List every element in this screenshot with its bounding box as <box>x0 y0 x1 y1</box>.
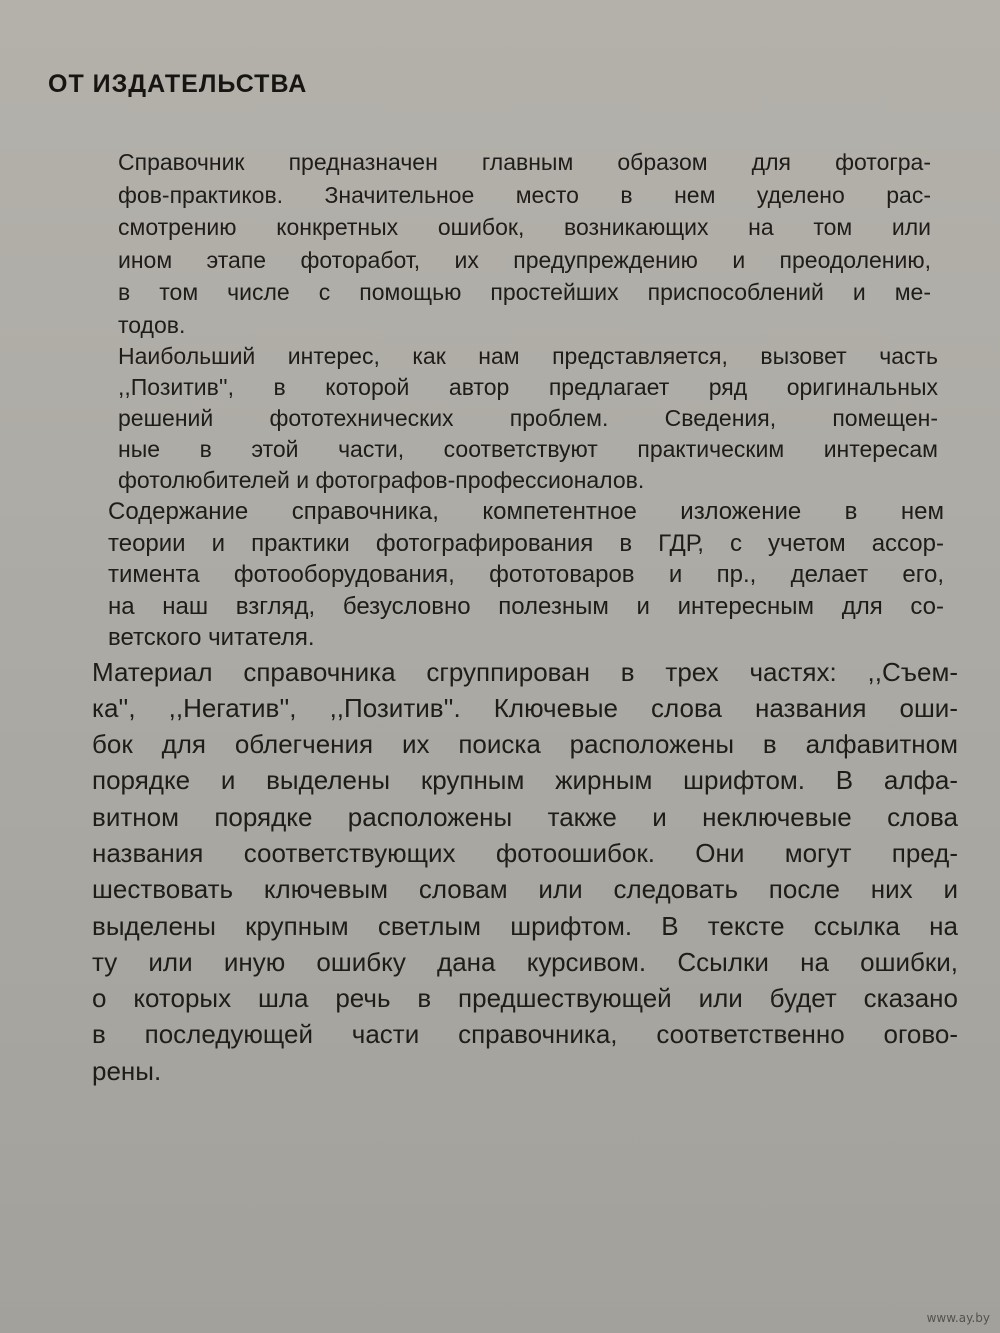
text-line: витном порядке расположены также и неключевые слова <box>92 801 958 832</box>
text-line: ветского читателя. <box>108 624 315 651</box>
text-line: в том числе с помощью простейших приспособлений и ме- <box>118 279 931 305</box>
text-line: порядке и выделены крупным жирным шрифтом. В алфа- <box>92 765 958 796</box>
text-line: бок для облегчения их поиска расположены в алфавитном <box>92 729 958 760</box>
text-line: на наш взгляд, безусловно полезным и интересным для со- <box>108 592 944 620</box>
text-line: в последующей части справочника, соответственно огово- <box>92 1019 958 1050</box>
page-heading: ОТ ИЗДАТЕЛЬСТВА <box>48 70 308 98</box>
text-line: смотрению конкретных ошибок, возникающих на том или <box>118 214 931 240</box>
text-line: выделены крупным светлым шрифтом. В тексте ссылка на <box>92 910 958 941</box>
text-line: Наибольший интерес, как нам представляется, вызовет часть <box>118 343 938 369</box>
paragraph <box>92 654 958 1090</box>
paragraph <box>118 146 931 341</box>
text-line: рены. <box>92 1055 162 1086</box>
text-line: названия соответствующих фотоошибок. Они могут пред- <box>92 837 958 868</box>
text-line: Справочник предназначен главным образом для фотогра- <box>118 149 931 175</box>
text-line: Материал справочника сгруппирован в трех частях: ,,Съем- <box>92 656 958 687</box>
text-line: теории и практики фотографирования в ГДР, с учетом ассор- <box>108 529 944 557</box>
text-line: ные в этой части, соответствуют практическим интересам <box>118 436 938 462</box>
paragraph <box>108 496 944 654</box>
text-line: фов-практиков. Значительное место в нем уделено рас- <box>118 181 931 208</box>
text-line: тимента фотооборудования, фототоваров и пр., делает его, <box>108 561 944 588</box>
text-line: тодов. <box>118 311 186 338</box>
body-text <box>92 146 957 1089</box>
text-line: ином этапе фоторабот, их предупреждению и преодолению, <box>118 246 931 273</box>
text-line: ту или иную ошибку дана курсивом. Ссылки на ошибки, <box>92 946 958 977</box>
text-line: ,,Позитив'', в которой автор предлагает ряд оригинальных <box>118 374 938 400</box>
text-line: решений фототехнических проблем. Сведения, помещен- <box>118 405 938 431</box>
text-line: шествовать ключевым словам или следовать после них и <box>92 874 958 905</box>
watermark: www.ay.by <box>926 1311 990 1325</box>
text-line: ка'', ,,Негатив'', ,,Позитив''. Ключевые слова названия оши- <box>92 692 958 723</box>
text-line: о которых шла речь в предшествующей или будет сказано <box>92 983 958 1014</box>
text-line: фотолюбителей и фотографов-профессионалов. <box>118 467 645 493</box>
paragraph <box>118 341 938 496</box>
text-line: Содержание справочника, компетентное изложение в нем <box>108 498 944 525</box>
